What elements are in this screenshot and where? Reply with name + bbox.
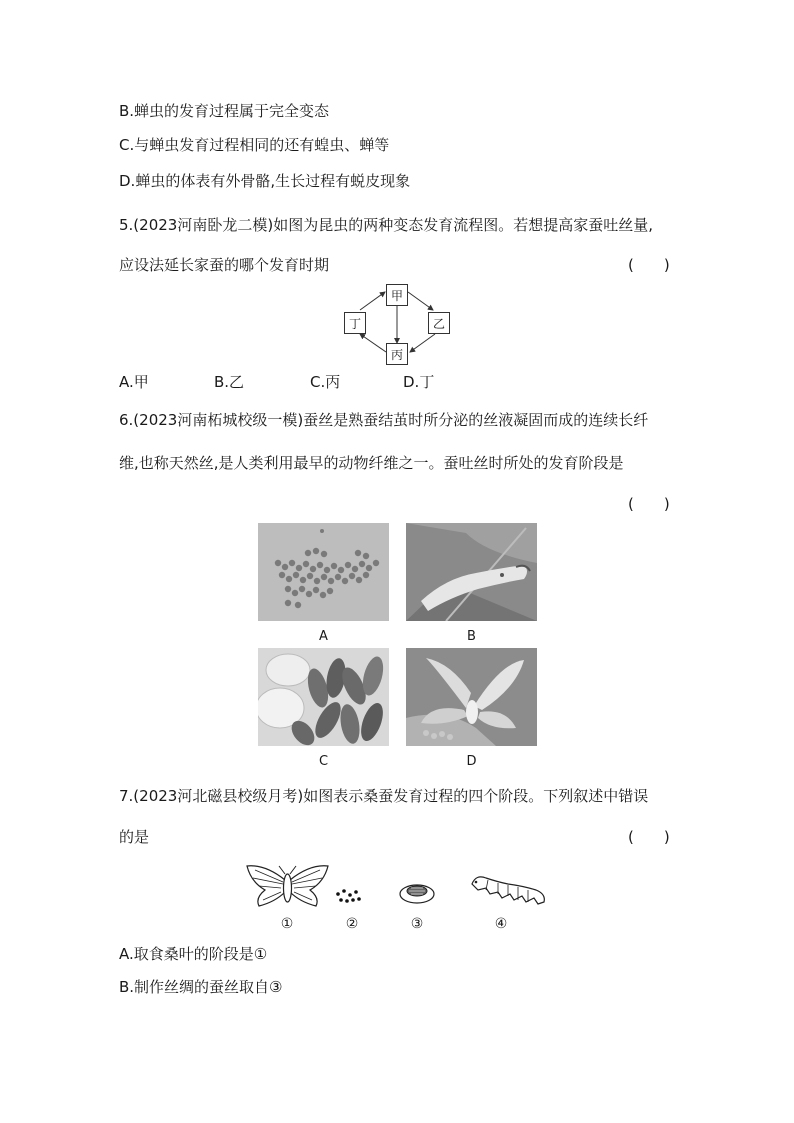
pupa-drawing <box>397 878 437 906</box>
stage-label-2: ② <box>345 916 359 932</box>
q5-stem-line2: 应设法延长家蚕的哪个发育时期 <box>119 256 330 274</box>
q6-stem-line2: 维,也称天然丝,是人类利用最早的动物纤维之一。蚕吐丝时所处的发育阶段是 <box>119 454 624 472</box>
q7-option-a: A.取食桑叶的阶段是① <box>119 945 268 963</box>
larva-drawing <box>468 870 550 910</box>
q5-option-b: B.乙 <box>214 373 245 391</box>
diagram-node-bing: 丙 <box>386 343 408 365</box>
diagram-node-yi: 乙 <box>428 312 450 334</box>
q5-option-c: C.丙 <box>310 373 341 391</box>
photo-caption-d: D <box>466 754 477 769</box>
q7-answer-blank: ( ) <box>628 828 670 846</box>
q4-option-c: C.与蝉虫发育过程相同的还有蝗虫、蝉等 <box>119 136 390 154</box>
q4-option-d: D.蝉虫的体表有外骨骼,生长过程有蜕皮现象 <box>119 172 411 190</box>
photo-caption-a: A <box>319 629 328 644</box>
diagram-node-ding: 丁 <box>344 312 366 334</box>
photo-caption-b: B <box>467 629 476 644</box>
silkworm-pupa-photo <box>258 648 389 746</box>
q5-stem-line1: 5.(2023河南卧龙二模)如图为昆虫的两种变态发育流程图。若想提高家蚕吐丝量, <box>119 216 653 234</box>
diagram-node-jia: 甲 <box>386 284 408 306</box>
photo-caption-c: C <box>318 754 329 769</box>
q7-stem-line2: 的是 <box>119 828 150 846</box>
q6-answer-blank: ( ) <box>628 495 670 513</box>
q5-option-a: A.甲 <box>119 373 149 391</box>
q5-answer-blank: ( ) <box>628 256 670 274</box>
silkworm-moth-photo <box>406 648 537 746</box>
moth-drawing <box>245 862 330 912</box>
silkworm-eggs-photo <box>258 523 389 621</box>
q6-stem-line1: 6.(2023河南柘城校级一模)蚕丝是熟蚕结茧时所分泌的丝液凝固而成的连续长纤 <box>119 411 649 429</box>
q7-option-b: B.制作丝绸的蚕丝取自③ <box>119 978 283 996</box>
stage-label-1: ① <box>280 916 294 932</box>
q4-option-b: B.蝉虫的发育过程属于完全变态 <box>119 102 330 120</box>
stage-label-3: ③ <box>410 916 424 932</box>
stage-label-4: ④ <box>494 916 508 932</box>
silkworm-larva-photo <box>406 523 537 621</box>
eggs-drawing <box>333 886 363 906</box>
q5-option-d: D.丁 <box>403 373 435 391</box>
q7-stem-line1: 7.(2023河北磁县校级月考)如图表示桑蚕发育过程的四个阶段。下列叙述中错误 <box>119 787 649 805</box>
